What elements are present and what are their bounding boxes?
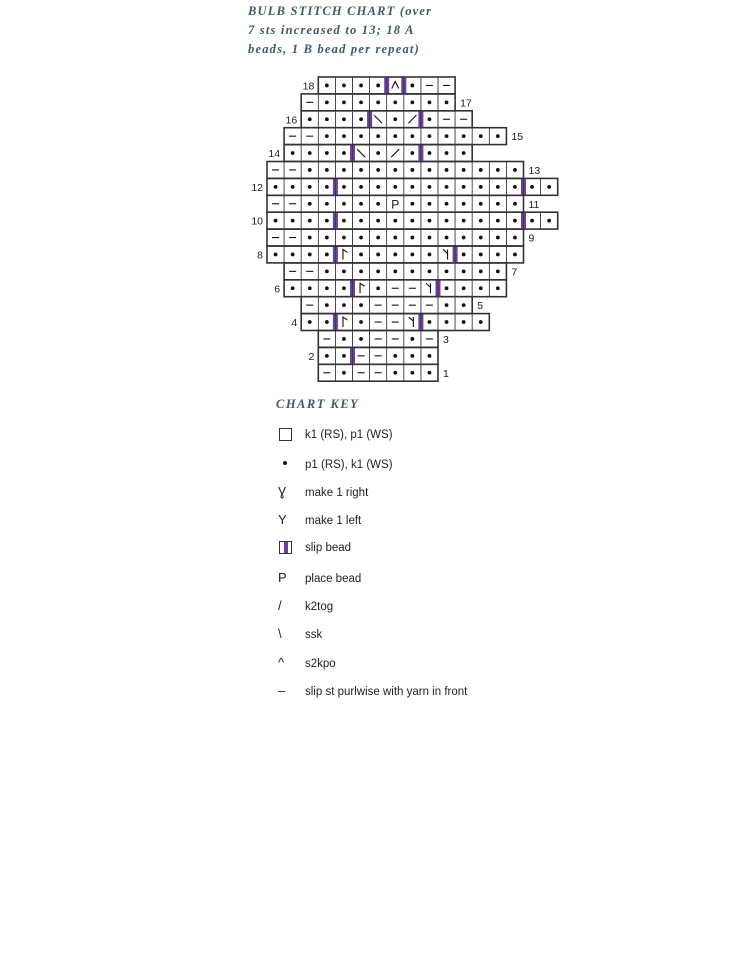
key-item-s2kpo [276, 655, 576, 675]
purl-dot [428, 371, 432, 375]
key-item-label: place bead [305, 573, 362, 585]
key-item-label: k1 (RS), p1 (WS) [305, 429, 393, 441]
purl-dot [428, 151, 432, 155]
purl-dot [393, 354, 397, 358]
purl-dot [359, 219, 363, 223]
purl-dot [479, 236, 483, 240]
chart-row-9 [267, 229, 535, 246]
purl-dot [325, 134, 329, 138]
purl-dot [479, 202, 483, 206]
chart-row-17 [301, 94, 472, 111]
purl-dot [359, 84, 363, 88]
purl-dot [479, 185, 483, 189]
chart-cell [335, 246, 352, 263]
purl-dot [479, 320, 483, 324]
purl-dot [342, 202, 346, 206]
purl-dot [308, 286, 312, 290]
ssk-icon: \ [278, 626, 282, 641]
purl-dot [291, 219, 295, 223]
row-number-label: 3 [443, 333, 449, 346]
purl-dot [393, 219, 397, 223]
row-number-label: 12 [251, 181, 263, 194]
purl-dot [325, 303, 329, 307]
row-number-label: 17 [460, 97, 472, 110]
key-item-dot [276, 456, 576, 476]
purl-dot [342, 117, 346, 121]
chart-row-8 [257, 246, 523, 263]
key-item-label: s2kpo [305, 658, 336, 670]
purl-dot [445, 286, 449, 290]
purl-dot [445, 202, 449, 206]
purl-dot [393, 253, 397, 257]
slip-purlwise-icon: – [278, 683, 286, 698]
key-item-label: k2tog [305, 601, 334, 613]
purl-dot [342, 185, 346, 189]
purl-dot [393, 134, 397, 138]
purl-dot [325, 253, 329, 257]
purl-dot [479, 253, 483, 257]
purl-dot [274, 219, 278, 223]
purl-dot [325, 151, 329, 155]
chart-cell [335, 314, 352, 331]
chart-title-line-1: BULB STITCH CHART (over [248, 4, 433, 18]
purl-dot [342, 236, 346, 240]
chart-row-15 [284, 128, 523, 145]
purl-dot [479, 269, 483, 273]
purl-dot [462, 269, 466, 273]
purl-dot [342, 219, 346, 223]
row-number-label: 16 [285, 114, 298, 127]
chart-cell [421, 280, 438, 297]
purl-dot [428, 117, 432, 121]
purl-dot [376, 219, 380, 223]
purl-dot [428, 354, 432, 358]
key-item-slip-purlwise [276, 683, 576, 703]
key-item-make-1-left [276, 512, 576, 532]
chart-row-4 [291, 314, 489, 331]
key-item-ssk [276, 626, 576, 646]
s2kpo-mark [392, 81, 399, 88]
row-number-label: 10 [251, 215, 263, 228]
purl-dot [428, 236, 432, 240]
purl-dot [393, 269, 397, 273]
chart-row-6 [274, 280, 506, 297]
purl-dot [410, 100, 414, 104]
chart-row-16 [286, 111, 473, 128]
purl-dot [359, 168, 363, 172]
purl-dot [496, 134, 500, 138]
purl-dot [462, 286, 466, 290]
purl-dot [513, 253, 517, 257]
purl-dot [359, 185, 363, 189]
purl-dot [342, 371, 346, 375]
purl-dot [428, 100, 432, 104]
purl-dot [325, 100, 329, 104]
purl-dot [308, 236, 312, 240]
key-item-label: make 1 right [305, 487, 369, 499]
purl-dot [462, 303, 466, 307]
purl-dot [359, 253, 363, 257]
chart-cell [353, 280, 370, 297]
purl-dot [428, 320, 432, 324]
k2tog-mark [408, 115, 416, 123]
purl-dot [342, 168, 346, 172]
chart-title-line-3: beads, 1 B bead per repeat) [248, 42, 420, 56]
purl-dot [393, 117, 397, 121]
purl-dot [445, 151, 449, 155]
ssk-mark [357, 149, 365, 157]
ssk-mark [374, 115, 382, 123]
purl-dot [428, 168, 432, 172]
purl-dot [308, 151, 312, 155]
place-bead-mark: P [391, 197, 400, 212]
row-number-label: 14 [268, 148, 281, 161]
chart-row-18 [303, 77, 455, 94]
purl-dot [342, 286, 346, 290]
purl-dot [274, 253, 278, 257]
row-number-label: 13 [528, 164, 541, 177]
chart-row-1 [318, 364, 449, 381]
purl-dot [376, 202, 380, 206]
purl-dot [325, 168, 329, 172]
purl-dot [496, 219, 500, 223]
purl-dot [291, 286, 295, 290]
purl-dot [410, 371, 414, 375]
chart-row-7 [284, 263, 517, 280]
chart-row-10 [251, 212, 557, 229]
purl-dot [410, 134, 414, 138]
purl-dot [547, 185, 551, 189]
make-1-right-mark [343, 317, 348, 327]
row-number-label: 7 [511, 266, 518, 279]
purl-dot [393, 168, 397, 172]
purl-dot [496, 202, 500, 206]
purl-dot [445, 320, 449, 324]
purl-dot [496, 168, 500, 172]
purl-dot [445, 303, 449, 307]
purl-dot [428, 253, 432, 257]
bulb-stitch-chart [0, 0, 750, 390]
purl-dot [308, 253, 312, 257]
purl-dot [462, 151, 466, 155]
purl-dot [462, 202, 466, 206]
purl-dot [359, 303, 363, 307]
purl-dot [291, 185, 295, 189]
purl-dot [325, 185, 329, 189]
purl-dot [308, 117, 312, 121]
purl-dot [359, 236, 363, 240]
purl-dot [376, 253, 380, 257]
purl-dot [325, 117, 329, 121]
purl-dot [325, 269, 329, 273]
purl-dot [342, 151, 346, 155]
chart-title-line-2: 7 sts increased to 13; 18 A [248, 23, 415, 37]
purl-dot [462, 236, 466, 240]
slip-bead-icon [276, 539, 298, 559]
purl-dot [445, 219, 449, 223]
purl-dot [445, 134, 449, 138]
purl-dot [359, 202, 363, 206]
purl-dot [325, 236, 329, 240]
purl-dot [479, 168, 483, 172]
purl-dot [428, 202, 432, 206]
purl-dot [513, 168, 517, 172]
purl-dot [359, 320, 363, 324]
key-item-make-1-right [276, 484, 576, 504]
row-number-label: 4 [291, 317, 298, 330]
purl-dot [274, 185, 278, 189]
purl-dot [342, 100, 346, 104]
row-number-label: 2 [308, 350, 315, 363]
row-number-label: 6 [274, 283, 281, 296]
purl-dot [376, 185, 380, 189]
key-item-place-bead [276, 570, 576, 590]
purl-dot [445, 168, 449, 172]
purl-dot [462, 168, 466, 172]
purl-dot [410, 185, 414, 189]
purl-dot [410, 219, 414, 223]
purl-dot [496, 286, 500, 290]
make-1-left-mark [409, 317, 414, 327]
purl-dot [393, 100, 397, 104]
k2tog-mark [391, 149, 399, 157]
purl-dot [445, 236, 449, 240]
purl-dot [325, 354, 329, 358]
chart-row-11 [267, 195, 540, 212]
purl-dot [410, 151, 414, 155]
purl-dot [308, 219, 312, 223]
k2tog-icon: / [278, 598, 282, 613]
purl-dot [462, 185, 466, 189]
purl-dot [325, 219, 329, 223]
purl-dot [376, 151, 380, 155]
purl-dot [325, 84, 329, 88]
row-number-label: 8 [257, 249, 263, 262]
purl-dot [496, 269, 500, 273]
row-number-label: 5 [477, 300, 484, 313]
purl-dot [393, 371, 397, 375]
make-1-left-mark [443, 249, 448, 259]
make-1-right-mark [360, 283, 365, 293]
purl-dot [359, 100, 363, 104]
purl-dot [359, 117, 363, 121]
purl-dot [376, 168, 380, 172]
purl-dot [342, 84, 346, 88]
row-number-label: 15 [511, 131, 524, 144]
purl-dot [393, 185, 397, 189]
box-icon [276, 426, 298, 446]
purl-dot [342, 337, 346, 341]
purl-dot [445, 100, 449, 104]
purl-dot [410, 202, 414, 206]
key-item-k2tog [276, 598, 576, 618]
make-1-left-mark [426, 283, 431, 293]
chart-cell [387, 77, 404, 94]
purl-dot [376, 84, 380, 88]
purl-dot [376, 100, 380, 104]
chart-row-3 [318, 331, 449, 348]
purl-dot [496, 185, 500, 189]
row-number-label: 18 [302, 80, 315, 93]
purl-dot [530, 219, 534, 223]
purl-dot [359, 337, 363, 341]
purl-dot [479, 219, 483, 223]
key-item-label: p1 (RS), k1 (WS) [305, 459, 393, 471]
purl-dot [308, 202, 312, 206]
row-number-label: 11 [528, 198, 540, 211]
purl-dot [428, 269, 432, 273]
purl-dot [410, 354, 414, 358]
purl-dot [376, 286, 380, 290]
purl-dot [376, 236, 380, 240]
purl-dot [513, 202, 517, 206]
purl-dot [462, 320, 466, 324]
s2kpo-icon: ^ [278, 655, 285, 670]
chart-cell [438, 246, 455, 263]
purl-dot [530, 185, 534, 189]
purl-dot [359, 134, 363, 138]
purl-dot [393, 236, 397, 240]
key-item-box [276, 426, 576, 446]
row-number-label: 1 [443, 367, 449, 380]
purl-dot [325, 202, 329, 206]
purl-dot [462, 219, 466, 223]
purl-dot [479, 134, 483, 138]
make-1-right-icon: Ɣ [278, 484, 287, 499]
purl-dot [513, 185, 517, 189]
chart-key-title: CHART KEY [276, 397, 360, 411]
purl-dot [428, 134, 432, 138]
purl-dot [359, 269, 363, 273]
purl-dot [410, 236, 414, 240]
purl-dot [308, 185, 312, 189]
purl-dot [428, 185, 432, 189]
purl-dot [479, 286, 483, 290]
purl-dot [376, 134, 380, 138]
purl-dot [462, 253, 466, 257]
purl-dot [308, 320, 312, 324]
chart-row-12 [251, 178, 557, 195]
purl-dot [308, 168, 312, 172]
key-item-label: slip st purlwise with yarn in front [305, 686, 468, 698]
purl-dot [410, 269, 414, 273]
key-item-label: ssk [305, 629, 323, 641]
purl-dot [496, 253, 500, 257]
key-item-slip-bead [276, 539, 576, 559]
purl-dot [513, 219, 517, 223]
purl-dot [445, 185, 449, 189]
key-item-label: slip bead [305, 542, 352, 554]
chart-row-13 [267, 162, 540, 179]
row-number-label: 9 [528, 232, 535, 245]
purl-dot [410, 337, 414, 341]
chart-row-14 [268, 145, 472, 162]
purl-dot [410, 84, 414, 88]
purl-dot [428, 219, 432, 223]
purl-dot [342, 354, 346, 358]
purl-dot [445, 269, 449, 273]
key-item-label: make 1 left [305, 515, 362, 527]
purl-dot [325, 320, 329, 324]
place-bead-icon: P [278, 570, 287, 585]
purl-dot [291, 253, 295, 257]
purl-dot [410, 168, 414, 172]
purl-dot [291, 151, 295, 155]
dot-icon [276, 456, 298, 476]
chart-row-2 [308, 347, 438, 364]
make-1-left-icon: Y [278, 512, 287, 527]
chart-cell [404, 314, 421, 331]
chart-row-5 [301, 297, 483, 314]
purl-dot [342, 303, 346, 307]
purl-dot [342, 134, 346, 138]
purl-dot [547, 219, 551, 223]
purl-dot [496, 236, 500, 240]
purl-dot [410, 253, 414, 257]
purl-dot [325, 286, 329, 290]
make-1-right-mark [343, 249, 348, 259]
purl-dot [376, 269, 380, 273]
purl-dot [462, 134, 466, 138]
purl-dot [342, 269, 346, 273]
purl-dot [513, 236, 517, 240]
